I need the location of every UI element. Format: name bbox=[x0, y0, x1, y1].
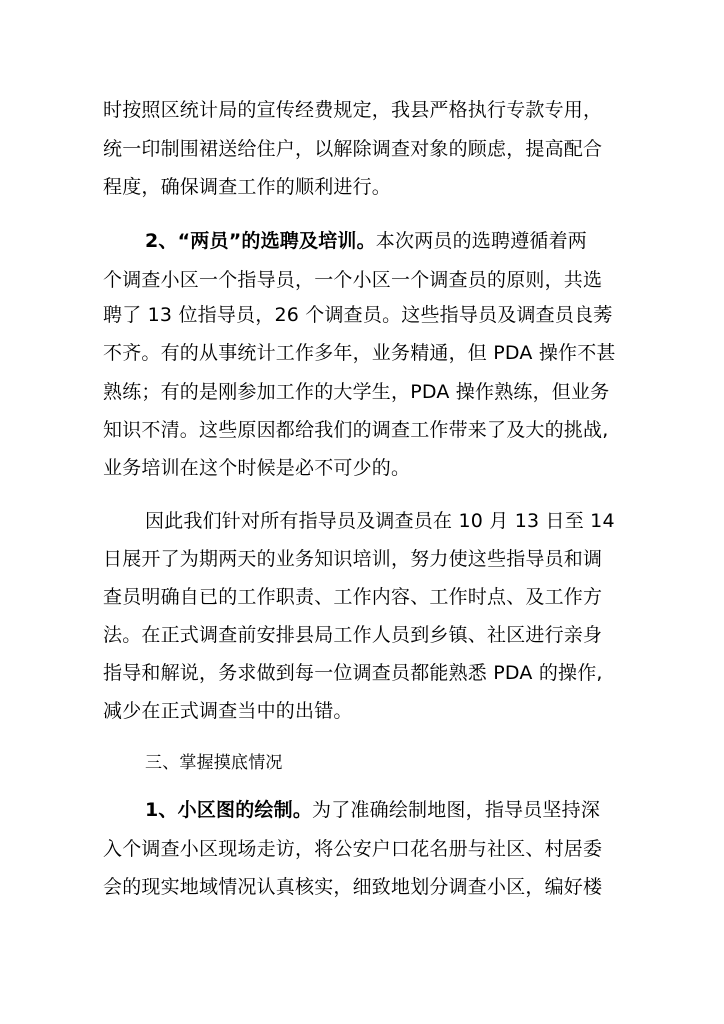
paragraph-line: 统一印制围裙送给住户，以解除调查对象的顾虑，提高配合 bbox=[103, 138, 603, 160]
paragraph-line: 指导和解说，务求做到每一位调查员都能熟悉 PDA 的操作, bbox=[103, 662, 603, 684]
paragraph-first-line bbox=[145, 798, 665, 822]
paragraph-line: 熟练；有的是刚参加工作的大学生，PDA 操作熟练，但业务 bbox=[103, 381, 610, 403]
paragraph-first-line: 因此我们针对所有指导员及调查员在 10 月 13 日至 14 bbox=[145, 510, 615, 532]
paragraph-line: 法。在正式调查前安排县局工作人员到乡镇、社区进行亲身 bbox=[103, 624, 603, 646]
paragraph-line: 日展开了为期两天的业务知识培训，努力使这些指导员和调 bbox=[103, 548, 603, 570]
paragraph-first-line bbox=[145, 229, 665, 253]
paragraph-line: 个调查小区一个指导员，一个小区一个调查员的原则，共选 bbox=[103, 269, 603, 291]
paragraph-line: 查员明确自已的工作职责、工作内容、工作时点、及工作方 bbox=[103, 586, 603, 608]
paragraph-text: 本次两员的选聘遵循着两 bbox=[375, 230, 587, 252]
paragraph-line: 聘了 13 位指导员，26 个调查员。这些指导员及调查员良莠 bbox=[103, 304, 613, 326]
paragraph-line: 知识不清。这些原因都给我们的调查工作带来了及大的挑战, bbox=[103, 419, 609, 441]
paragraph-line: 减少在正式调查当中的出错。 bbox=[103, 700, 353, 722]
section-lead-bold: 1、小区图的绘制。 bbox=[145, 799, 313, 821]
paragraph-line: 会的现实地域情况认真核实，细致地划分调查小区，编好楼 bbox=[103, 876, 603, 898]
paragraph-line: 入个调查小区现场走访，将公安户口花名册与社区、村居委 bbox=[103, 838, 603, 860]
section-lead-bold: 2、“两员”的选聘及培训。 bbox=[145, 230, 376, 252]
paragraph-text: 为了准确绘制地图，指导员坚持深 bbox=[312, 799, 601, 821]
paragraph-line: 时按照区统计局的宣传经费规定，我县严格执行专款专用， bbox=[103, 99, 603, 121]
paragraph-line: 业务培训在这个时候是必不可少的。 bbox=[103, 457, 411, 479]
paragraph-line: 程度，确保调查工作的顺利进行。 bbox=[103, 176, 392, 198]
paragraph-line: 不齐。有的从事统计工作多年，业务精通，但 PDA 操作不甚 bbox=[103, 342, 616, 364]
section-heading: 三、掌握摸底情况 bbox=[145, 753, 283, 773]
